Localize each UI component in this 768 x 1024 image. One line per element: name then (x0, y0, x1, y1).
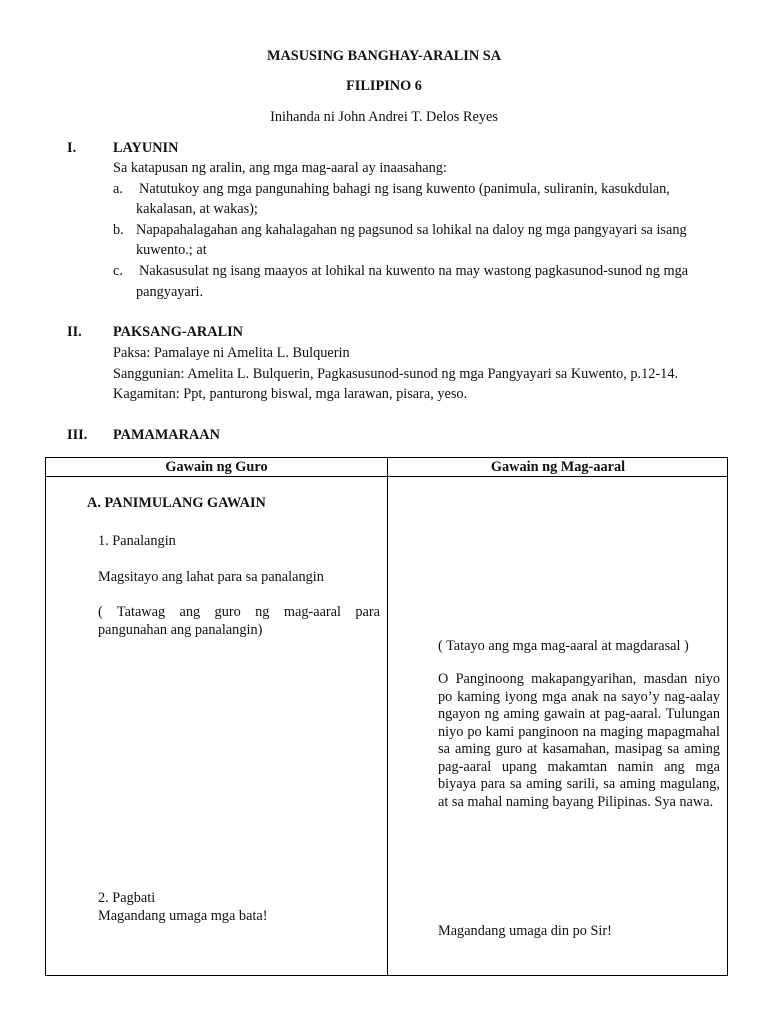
guro-instruction: Magsitayo ang lahat para sa panalangin (98, 569, 324, 585)
objective-c-line2: pangyayari. (136, 284, 204, 300)
title-line-1: MASUSING BANGHAY-ARALIN SA (266, 48, 502, 64)
section-heading-pamamaraan: PAMAMARAAN (113, 427, 220, 443)
objective-a-line2: kakalasan, at wakas); (136, 201, 258, 217)
objective-b-line1: Napapahalagahan ang kahalagahan ng pagsunod sa lohikal na daloy ng mga pangyayari sa isang (136, 222, 687, 238)
section-heading-paksang-aralin: PAKSANG-ARALIN (113, 324, 243, 340)
author-line: Inihanda ni John Andrei T. Delos Reyes (270, 109, 498, 125)
table-column-divider (387, 458, 388, 975)
objective-letter-c: c. (113, 263, 123, 279)
column-header-guro: Gawain ng Guro (165, 459, 268, 475)
paksa-line: Paksa: Pamalaye ni Amelita L. Bulquerin (113, 345, 350, 361)
kagamitan-line: Kagamitan: Ppt, panturong biswal, mga larawan, pisara, yeso. (113, 386, 468, 402)
sanggunian-line: Sanggunian: Amelita L. Bulquerin, Pagkasusunod-sunod ng mga Pangyayari sa Kuwento, p.12-14. (113, 366, 679, 382)
title-line-2: FILIPINO 6 (346, 78, 422, 94)
objective-c-line1: Nakasusulat ng isang maayos at lohikal na kuwento na may wastong pagkasunod-sunod ng mga (139, 263, 689, 279)
guro-step-1: 1. Panalangin (98, 533, 176, 549)
table-header-divider (46, 476, 727, 477)
objective-b-line2: kuwento.; at (136, 242, 207, 258)
activity-table (45, 457, 728, 976)
layunin-intro: Sa katapusan ng aralin, ang mga mag-aaral ay inaasahang: (113, 160, 447, 176)
guro-note: ( Tatawag ang guro ng mag-aaral para pangunahan ang panalangin) (98, 604, 380, 638)
objective-letter-b: b. (113, 222, 124, 238)
section-numeral-2: II. (67, 324, 82, 340)
guro-step-2: 2. Pagbati (98, 890, 156, 906)
mag-aaral-response: Magandang umaga din po Sir! (438, 923, 612, 939)
mag-aaral-note: ( Tatayo ang mga mag-aaral at magdarasal ) (438, 638, 689, 654)
objective-letter-a: a. (113, 181, 123, 197)
column-header-mag-aaral: Gawain ng Mag-aaral (490, 459, 626, 475)
mag-aaral-prayer: O Panginoong makapangyarihan, masdan niyo po kaming iyong mga anak na sayo’y nag-aalay ngayon ng aming gawain at pag-aaral. Tulungan niyo po kami panginoon na maging mapagmahal sa aming guro at kasamahan, masipag sa aming pag-aaral upang makamtan namin ang mga biyaya para sa aming sarili, sa aming magulang, at sa mahal naming bayang Pilipinas. Sya nawa. (438, 671, 720, 810)
section-numeral-1: I. (67, 140, 77, 156)
guro-greeting: Magandang umaga mga bata! (98, 908, 268, 924)
section-numeral-3: III. (67, 427, 88, 443)
section-heading-layunin: LAYUNIN (113, 140, 179, 156)
objective-a-line1: Natutukoy ang mga pangunahing bahagi ng isang kuwento (panimula, suliranin, kasukdulan, (139, 181, 670, 197)
guro-section-title: A. PANIMULANG GAWAIN (87, 495, 266, 511)
